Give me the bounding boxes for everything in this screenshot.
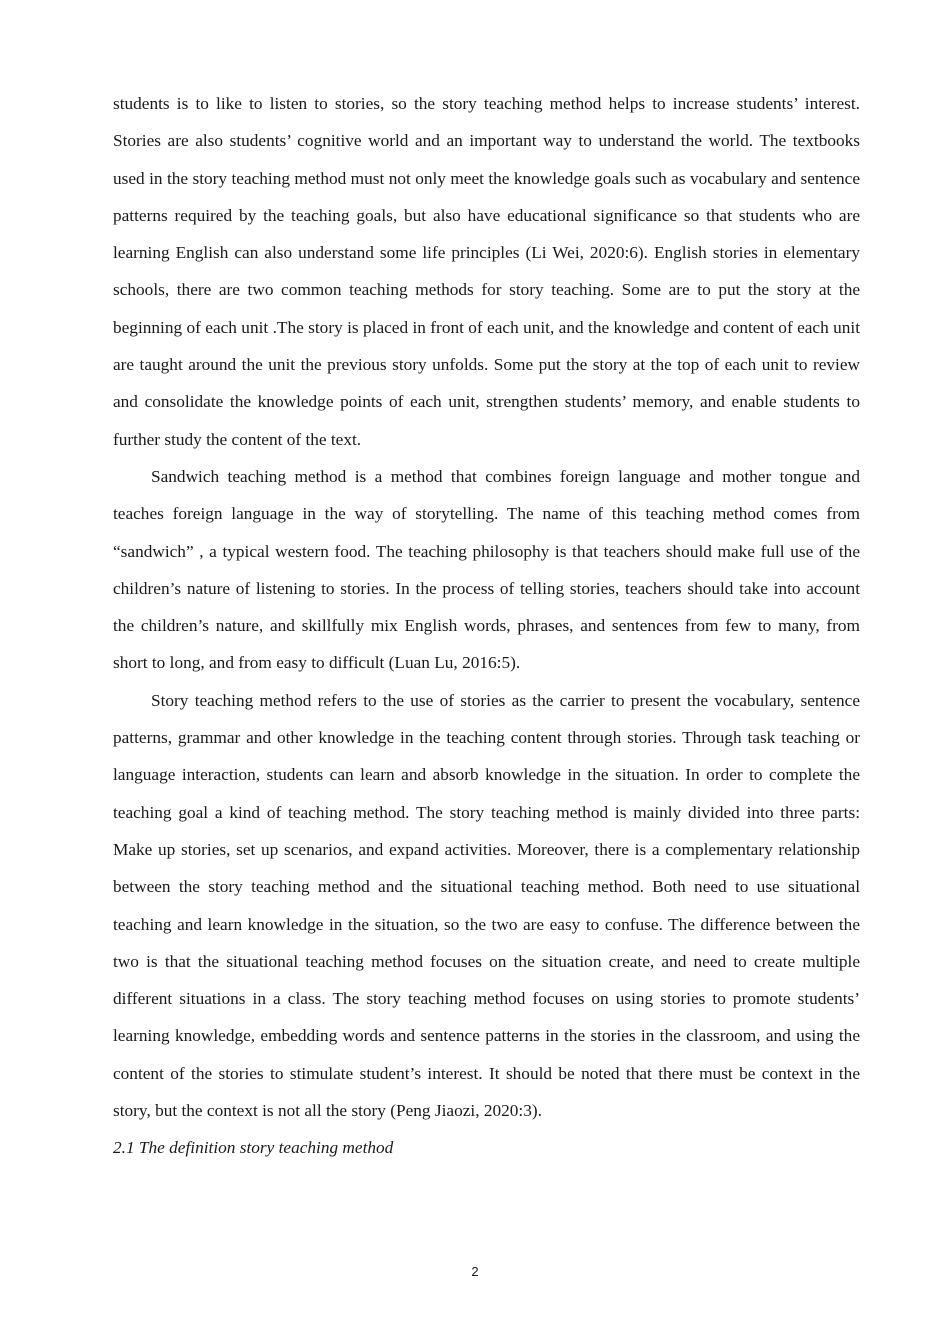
page-number: 2 <box>471 1264 479 1279</box>
paragraph-sandwich-method: Sandwich teaching method is a method that combines foreign language and mother tongue and teaches foreign language in the way of storytelling. The name of this teaching method comes from “sandwich” , a typical western food. The teaching philosophy is that teachers should make full use of the children’s nature of listening to stories. In the process of telling stories, teachers should take into account the children’s nature, and skillfully mix English words, phrases, and sentences from few to many, from short to long, and from easy to difficult (Luan Lu, 2016:5). <box>113 466 860 673</box>
paragraph-story-method: Story teaching method refers to the use of stories as the carrier to present the vocabulary, sentence patterns, grammar and other knowledge in the teaching content through stories. Through task teaching or language interaction, students can learn and absorb knowledge in the situation. In order to complete the teaching goal a kind of teaching method. The story teaching method is mainly divided into three parts: Make up stories, set up scenarios, and expand activities. Moreover, there is a complementary relationship between the story teaching method and the situational teaching method. Both need to use situational teaching and learn knowledge in the situation, so the two are easy to confuse. The difference between the two is that the situational teaching method focuses on the situation create, and need to create multiple different situations in a class. The story teaching method focuses on using stories to promote students’ learning knowledge, embedding words and sentence patterns in the stories in the classroom, and using the content of the stories to stimulate student’s interest. It should be noted that there must be context in the story, but the context is not all the story (Peng Jiaozi, 2020:3). <box>113 690 860 1121</box>
section-heading: 2.1 The definition story teaching method <box>113 1138 394 1158</box>
body-text <box>113 85 860 1167</box>
paragraph-continued: students is to like to listen to stories, so the story teaching method helps to increase students’ interest. Stories are also students’ cognitive world and an important way to understand the world. The textbooks used in the story teaching method must not only meet the knowledge goals such as vocabulary and sentence patterns required by the teaching goals, but also have educational significance so that students who are learning English can also understand some life principles (Li Wei, 2020:6). English stories in elementary schools, there are two common teaching methods for story teaching. Some are to put the story at the beginning of each unit .The story is placed in front of each unit, and the knowledge and content of each unit are taught around the unit the previous story unfolds. Some put the story at the top of each unit to review and consolidate the knowledge points of each unit, strengthen students’ memory, and enable students to further study the content of the text. <box>113 94 860 449</box>
